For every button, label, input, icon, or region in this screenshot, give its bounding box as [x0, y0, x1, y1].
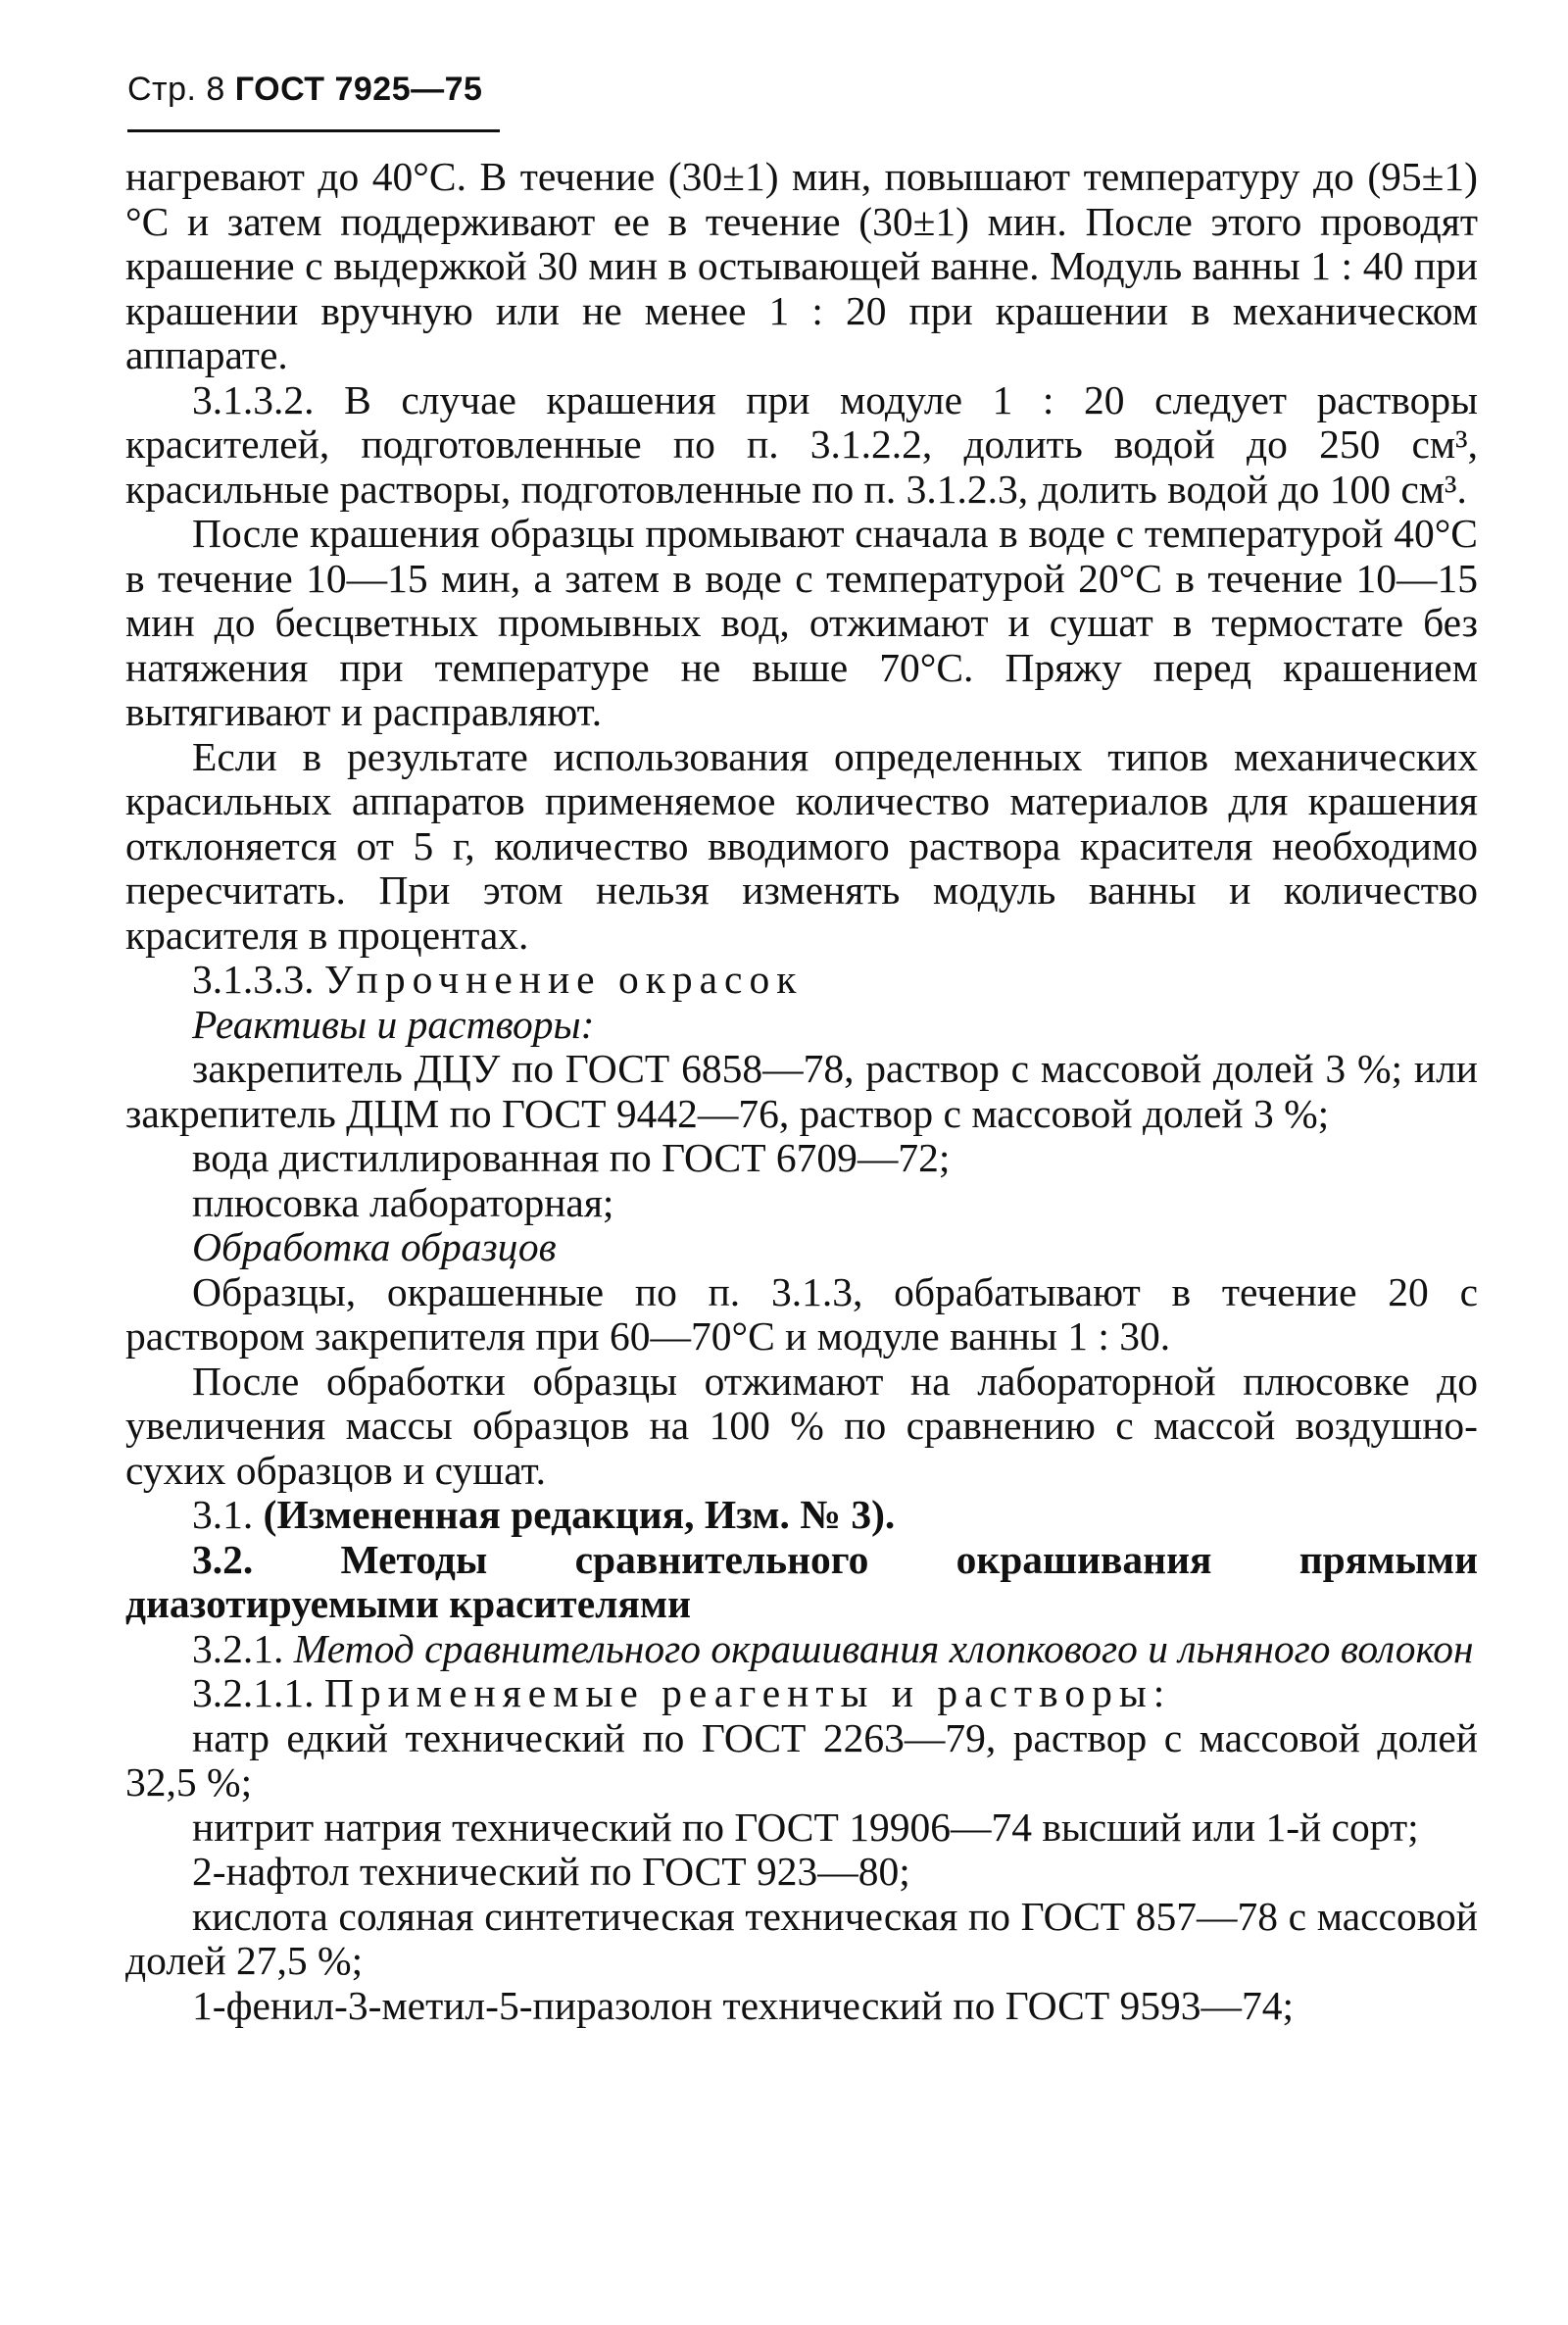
subsection-heading-3-1-3-3 [125, 958, 1478, 1003]
reagents-heading: Реактивы и растворы: [192, 1001, 595, 1047]
list-item: 1-фенил-3-метил-5-пиразолон технический по ГОСТ 9593—74; [192, 1982, 1295, 2028]
list-item: плюсовка лабораторная; [192, 1179, 614, 1225]
section-number: 3.2.1.1. [192, 1670, 315, 1715]
standard-id: ГОСТ 7925—75 [234, 71, 483, 108]
processing-heading: Обработка образцов [192, 1224, 557, 1269]
paragraph: Если в результате использования определенных типов механических красильных аппаратов применяемое количество материалов для крашения отклоняется от 5 г, количество вводимого раствора красителя необходимо пересчитать. При этом нельзя изменять модуль ванны и количество красителя в процентах. [125, 733, 1478, 958]
list-item: натр едкий технический по ГОСТ 2263—79, раствор с массовой долей 32,5 %; [125, 1714, 1478, 1805]
amendment-note [125, 1493, 1478, 1538]
list-item: 2-нафтол технический по ГОСТ 923—80; [192, 1849, 910, 1894]
section-title: Метод сравнительного окрашивания хлопкового и льняного волокон [293, 1625, 1474, 1671]
section-number: 3.2.1. [192, 1625, 284, 1671]
list-item: вода дистиллированная по ГОСТ 6709—72; [192, 1135, 951, 1180]
page-number: Стр. 8 [127, 71, 225, 108]
amendment-text: (Измененная редакция, Изм. № 3). [263, 1492, 896, 1537]
subsection-heading-3-2-1 [125, 1627, 1478, 1672]
list-item: кислота соляная синтетическая техническая по ГОСТ 857—78 с массовой долей 27,5 %; [125, 1893, 1478, 1983]
document-body [125, 155, 1478, 2028]
paragraph-3-1-3-2: 3.1.3.2. В случае крашения при модуле 1 : 20 следует растворы красителей, подготовленные по п. 3.1.2.2, долить водой до 250 см³, красильные растворы, подготовленные по п. 3.1.2.3, долить водой до 100 см³. [125, 376, 1478, 512]
section-number: 3.1. [192, 1492, 254, 1537]
section-heading-3-2: 3.2. Методы сравнительного окрашивания прямыми диазотируемыми красителями [125, 1536, 1478, 1626]
header-rule [127, 129, 500, 132]
paragraph: нагревают до 40°С. В течение (30±1) мин, повышают температуру до (95±1)°С и затем поддерживают ее в течение (30±1) мин. После этого проводят крашение с выдержкой 30 мин в остывающей ванне. Модуль ванны 1 : 40 при крашении вручную или не менее 1 : 20 при крашении в механическом аппарате. [125, 154, 1478, 377]
subsection-heading-3-2-1-1 [125, 1671, 1478, 1716]
paragraph: Образцы, окрашенные по п. 3.1.3, обрабатывают в течение 20 с раствором закрепителя при 60—70°С и модуле ванны 1 : 30. [125, 1268, 1478, 1359]
section-title: Применяемые реагенты и растворы: [323, 1670, 1172, 1715]
section-title: Упрочнение окрасок [323, 957, 804, 1002]
paragraph: После крашения образцы промывают сначала в воде с температурой 40°С в течение 10—15 мин, а затем в воде с температурой 20°С в течение 10—15 мин до бесцветных промывных вод, отжимают и сушат в термостате без натяжения при температуре не выше 70°С. Пряжу перед крашением вытягивают и расправляют. [125, 511, 1478, 734]
list-item: закрепитель ДЦУ по ГОСТ 6858—78, раствор с массовой долей 3 %; или закрепитель ДЦМ по ГОСТ 9442—76, раствор с массовой долей 3 %; [125, 1046, 1478, 1136]
section-number: 3.1.3.3. [192, 957, 315, 1002]
paragraph: После обработки образцы отжимают на лабораторной плюсовке до увеличения массы образцов на 100 % по сравнению с массой воздушно-сухих образцов и сушат. [125, 1358, 1478, 1493]
list-item: нитрит натрия технический по ГОСТ 19906—74 высший или 1-й сорт; [192, 1804, 1419, 1850]
page-header [127, 71, 482, 109]
